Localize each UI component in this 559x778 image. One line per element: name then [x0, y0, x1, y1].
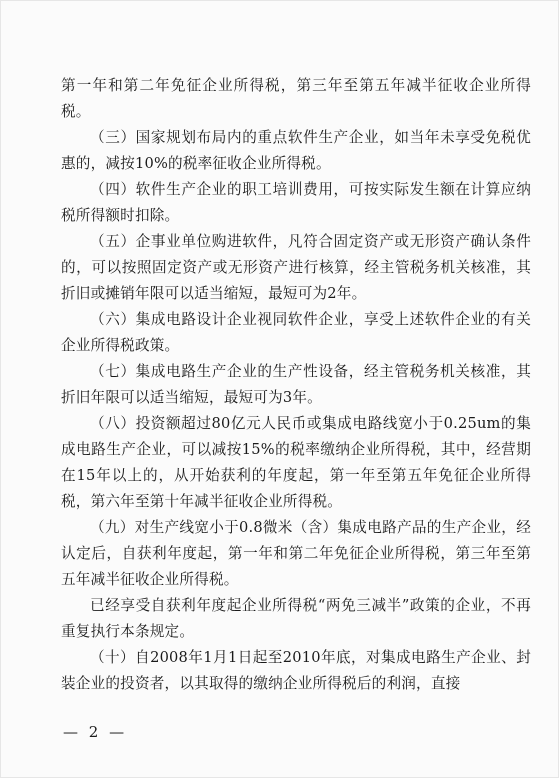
paragraph-item-3: （三）国家规划布局内的重点软件生产企业，如当年未享受免税优惠的，减按10%的税率征收企业所得税。 — [61, 129, 531, 172]
document-body — [61, 73, 531, 697]
page-number: — 2 — — [63, 723, 128, 741]
paragraph-item-8: （八）投资额超过80亿元人民币或集成电路线宽小于0.25um的集成电路生产企业，可以减按15%的税率缴纳企业所得税，其中，经营期在15年以上的，从开始获利的年度起，第一年至第五年免征企业所得税，第六年至第十年减半征收企业所得税。 — [61, 415, 531, 510]
paragraph-item-5: （五）企事业单位购进软件，凡符合固定资产或无形资产确认条件的，可以按照固定资产或无形资产进行核算，经主管税务机关核准，其折旧或摊销年限可以适当缩短，最短可为2年。 — [61, 233, 531, 302]
paragraph-item-9: （九）对生产线宽小于0.8微米（含）集成电路产品的生产企业，经认定后，自获利年度起，第一年和第二年免征企业所得税，第三年至第五年减半征收企业所得税。 — [61, 519, 531, 588]
paragraph-item-7: （七）集成电路生产企业的生产性设备，经主管税务机关核准，其折旧年限可以适当缩短，最短可为3年。 — [61, 363, 531, 406]
paragraph-continuation: 第一年和第二年免征企业所得税，第三年至第五年减半征收企业所得税。 — [61, 77, 531, 120]
paragraph-note: 已经享受自获利年度起企业所得税“两免三减半”政策的企业，不再重复执行本条规定。 — [61, 597, 531, 640]
paragraph-item-4: （四）软件生产企业的职工培训费用，可按实际发生额在计算应纳税所得额时扣除。 — [61, 181, 531, 224]
paragraph-item-10: （十）自2008年1月1日起至2010年底，对集成电路生产企业、封装企业的投资者，以其取得的缴纳企业所得税后的利润，直接 — [61, 649, 531, 692]
paragraph-item-6: （六）集成电路设计企业视同软件企业，享受上述软件企业的有关企业所得税政策。 — [61, 311, 531, 354]
